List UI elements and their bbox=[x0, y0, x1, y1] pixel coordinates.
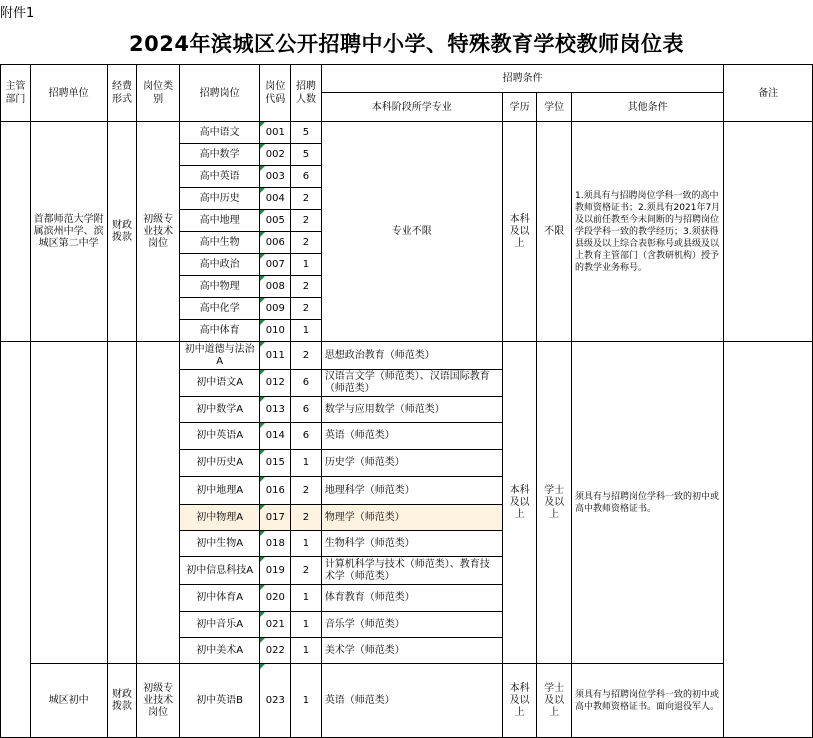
degree-cell: 学士及以上 bbox=[537, 342, 572, 664]
category-cell bbox=[137, 342, 179, 664]
position-cell: 高中化学 bbox=[179, 298, 260, 320]
position-cell: 初中英语A bbox=[179, 423, 260, 450]
code-cell: 014 bbox=[260, 423, 291, 450]
header-count: 招聘人数 bbox=[291, 65, 322, 122]
code-cell: 019 bbox=[260, 557, 291, 585]
major-cell: 生物科学（师范类） bbox=[321, 531, 502, 557]
major-cell: 计算机科学与技术（师范类）、教育技术学（师范类） bbox=[321, 557, 502, 585]
unit-cell: 城区初中 bbox=[30, 664, 107, 738]
position-cell: 高中历史 bbox=[179, 188, 260, 210]
education-cell: 本科及以上 bbox=[502, 122, 537, 342]
count-cell: 2 bbox=[291, 210, 322, 232]
major-cell: 物理学（师范类） bbox=[321, 505, 502, 531]
header-conditions: 招聘条件 bbox=[321, 65, 724, 93]
count-cell: 1 bbox=[291, 254, 322, 276]
position-cell: 高中地理 bbox=[179, 210, 260, 232]
position-cell: 初中信息科技A bbox=[179, 557, 260, 585]
category-cell: 初级专业技术岗位 bbox=[137, 122, 179, 342]
header-degree: 学位 bbox=[537, 93, 572, 122]
degree-cell: 不限 bbox=[537, 122, 572, 342]
count-cell: 2 bbox=[291, 505, 322, 531]
count-cell: 2 bbox=[291, 298, 322, 320]
count-cell: 1 bbox=[291, 531, 322, 557]
code-cell: 020 bbox=[260, 585, 291, 612]
attachment-label: 附件1 bbox=[0, 6, 35, 21]
position-cell: 高中英语 bbox=[179, 166, 260, 188]
major-cell: 专业不限 bbox=[321, 122, 502, 342]
code-cell: 010 bbox=[260, 320, 291, 342]
count-cell: 1 bbox=[291, 320, 322, 342]
other-conditions-cell: 1.须具有与招聘岗位学科一致的高中教师资格证书；2.须具有2021年7月及以前任教至今未间断的与招聘岗位学段学科一致的教学经历；3.须获得县级及以上综合表彰称号或县级及以上教育主管部门（含教研机构）授予的教学业务称号。 bbox=[571, 122, 723, 342]
position-cell: 初中英语B bbox=[179, 664, 260, 738]
major-cell: 英语（师范类） bbox=[321, 664, 502, 738]
table-row bbox=[1, 122, 813, 144]
table-row bbox=[1, 664, 813, 690]
count-cell: 2 bbox=[291, 232, 322, 254]
major-cell: 英语（师范类） bbox=[321, 423, 502, 450]
header-unit: 招聘单位 bbox=[30, 65, 107, 122]
count-cell: 1 bbox=[291, 638, 322, 664]
code-cell: 009 bbox=[260, 298, 291, 320]
funding-cell bbox=[107, 342, 137, 664]
count-cell: 1 bbox=[291, 664, 322, 738]
major-cell: 思想政治教育（师范类） bbox=[321, 342, 502, 370]
count-cell: 5 bbox=[291, 144, 322, 166]
header-position: 招聘岗位 bbox=[179, 65, 260, 122]
remark-cell bbox=[724, 342, 813, 738]
table-row bbox=[1, 342, 813, 370]
education-cell: 本科及以上 bbox=[502, 664, 537, 738]
position-cell: 高中数学 bbox=[179, 144, 260, 166]
remark-cell bbox=[724, 122, 813, 342]
position-cell: 初中道德与法治A bbox=[179, 342, 260, 370]
header-category: 岗位类别 bbox=[137, 65, 179, 122]
code-cell: 015 bbox=[260, 450, 291, 477]
major-cell: 汉语言文学（师范类）、汉语国际教育（师范类） bbox=[321, 370, 502, 397]
count-cell: 1 bbox=[291, 612, 322, 638]
position-cell: 高中政治 bbox=[179, 254, 260, 276]
header-dept: 主管部门 bbox=[1, 65, 31, 122]
code-cell: 005 bbox=[260, 210, 291, 232]
position-cell: 初中语文A bbox=[179, 370, 260, 397]
dept-cell bbox=[1, 342, 31, 738]
unit-cell bbox=[30, 342, 107, 664]
funding-cell: 财政拨款 bbox=[107, 664, 137, 738]
count-cell: 1 bbox=[291, 585, 322, 612]
code-cell: 012 bbox=[260, 370, 291, 397]
count-cell: 2 bbox=[291, 477, 322, 505]
code-cell: 018 bbox=[260, 531, 291, 557]
dept-cell bbox=[1, 122, 31, 342]
count-cell: 5 bbox=[291, 122, 322, 144]
code-cell: 011 bbox=[260, 342, 291, 370]
header-other: 其他条件 bbox=[571, 93, 723, 122]
unit-cell: 首都师范大学附属滨州中学、滨城区第二中学 bbox=[30, 122, 107, 342]
major-cell: 地理科学（师范类） bbox=[321, 477, 502, 505]
code-cell: 013 bbox=[260, 397, 291, 423]
count-cell: 1 bbox=[291, 450, 322, 477]
code-cell: 022 bbox=[260, 638, 291, 664]
major-cell: 历史学（师范类） bbox=[321, 450, 502, 477]
position-cell: 初中地理A bbox=[179, 477, 260, 505]
degree-cell: 学士及以上 bbox=[537, 664, 572, 738]
header-remark: 备注 bbox=[724, 65, 813, 122]
code-cell: 008 bbox=[260, 276, 291, 298]
funding-cell: 财政拨款 bbox=[107, 122, 137, 342]
major-cell: 美术学（师范类） bbox=[321, 638, 502, 664]
code-cell: 023 bbox=[260, 664, 291, 738]
major-cell: 体育教育（师范类） bbox=[321, 585, 502, 612]
positions-table bbox=[0, 64, 813, 738]
count-cell: 2 bbox=[291, 342, 322, 370]
code-cell: 001 bbox=[260, 122, 291, 144]
position-cell: 高中语文 bbox=[179, 122, 260, 144]
position-cell: 初中美术A bbox=[179, 638, 260, 664]
code-cell: 021 bbox=[260, 612, 291, 638]
position-cell: 初中生物A bbox=[179, 531, 260, 557]
position-cell: 高中体育 bbox=[179, 320, 260, 342]
count-cell: 2 bbox=[291, 276, 322, 298]
position-cell: 初中物理A bbox=[179, 505, 260, 531]
position-cell: 初中音乐A bbox=[179, 612, 260, 638]
code-cell: 007 bbox=[260, 254, 291, 276]
count-cell: 6 bbox=[291, 370, 322, 397]
header-code: 岗位代码 bbox=[260, 65, 291, 122]
code-cell: 003 bbox=[260, 166, 291, 188]
header-major: 本科阶段所学专业 bbox=[321, 93, 502, 122]
page-title: 2024年滨城区公开招聘中小学、特殊教育学校教师岗位表 bbox=[129, 32, 684, 56]
code-cell: 004 bbox=[260, 188, 291, 210]
header-funding: 经费形式 bbox=[107, 65, 137, 122]
position-cell: 高中生物 bbox=[179, 232, 260, 254]
code-cell: 002 bbox=[260, 144, 291, 166]
major-cell: 数学与应用数学（师范类） bbox=[321, 397, 502, 423]
code-cell: 016 bbox=[260, 477, 291, 505]
count-cell: 6 bbox=[291, 397, 322, 423]
count-cell: 2 bbox=[291, 188, 322, 210]
category-cell: 初级专业技术岗位 bbox=[137, 664, 179, 738]
header-education: 学历 bbox=[502, 93, 537, 122]
other-conditions-cell: 须具有与招聘岗位学科一致的初中或高中教师资格证书。 bbox=[571, 342, 723, 664]
count-cell: 2 bbox=[291, 557, 322, 585]
position-cell: 高中物理 bbox=[179, 276, 260, 298]
major-cell: 音乐学（师范类） bbox=[321, 612, 502, 638]
education-cell: 本科及以上 bbox=[502, 342, 537, 664]
code-cell: 006 bbox=[260, 232, 291, 254]
position-cell: 初中体育A bbox=[179, 585, 260, 612]
count-cell: 6 bbox=[291, 423, 322, 450]
count-cell: 6 bbox=[291, 166, 322, 188]
position-cell: 初中数学A bbox=[179, 397, 260, 423]
other-conditions-cell: 须具有与招聘岗位学科一致的初中或高中教师资格证书。面向退役军人。 bbox=[571, 664, 723, 738]
code-cell: 017 bbox=[260, 505, 291, 531]
position-cell: 初中历史A bbox=[179, 450, 260, 477]
